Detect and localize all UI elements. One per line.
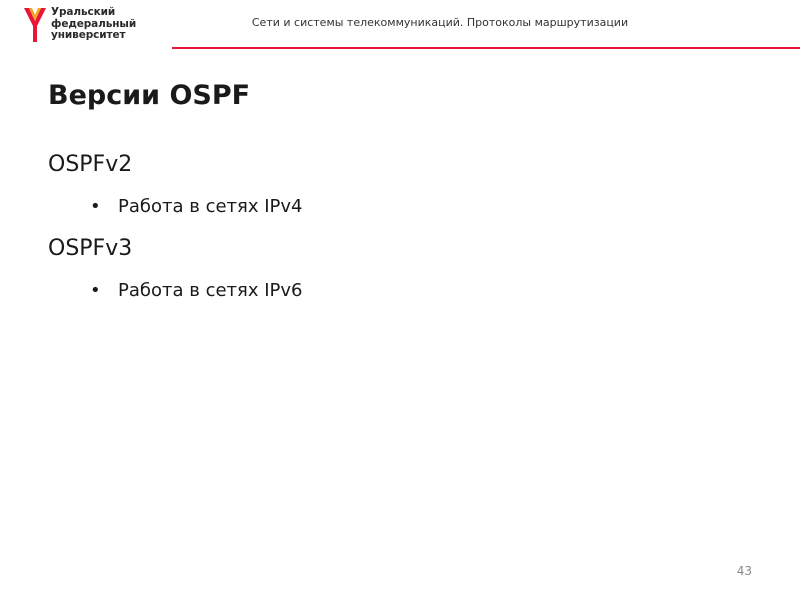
bullet-item xyxy=(90,194,748,220)
slide-title: Версии OSPF xyxy=(48,80,251,111)
bullet-list xyxy=(48,194,748,220)
logo-line-3: университет xyxy=(51,29,126,41)
bullet-icon: • xyxy=(90,196,101,217)
bullet-item xyxy=(90,278,748,304)
slide-content xyxy=(48,150,748,318)
section-heading: OSPFv3 xyxy=(48,236,133,261)
section-ospfv2 xyxy=(48,150,748,220)
section-heading: OSPFv2 xyxy=(48,152,133,177)
university-logo xyxy=(22,6,147,46)
bullet-list xyxy=(48,278,748,304)
header-title: Сети и системы телекоммуникаций. Протоколы маршрутизации xyxy=(251,16,629,29)
page-number: 43 xyxy=(736,564,752,578)
section-ospfv3 xyxy=(48,234,748,304)
university-logo-icon xyxy=(22,6,48,44)
logo-line-1: Уральский xyxy=(51,6,116,18)
bullet-text: Работа в сетях IPv4 xyxy=(118,196,303,217)
bullet-icon: • xyxy=(90,280,101,301)
bullet-text: Работа в сетях IPv6 xyxy=(118,280,303,301)
header-divider xyxy=(172,47,800,49)
logo-wordmark xyxy=(51,7,136,42)
logo-line-2: федеральный xyxy=(51,17,137,30)
